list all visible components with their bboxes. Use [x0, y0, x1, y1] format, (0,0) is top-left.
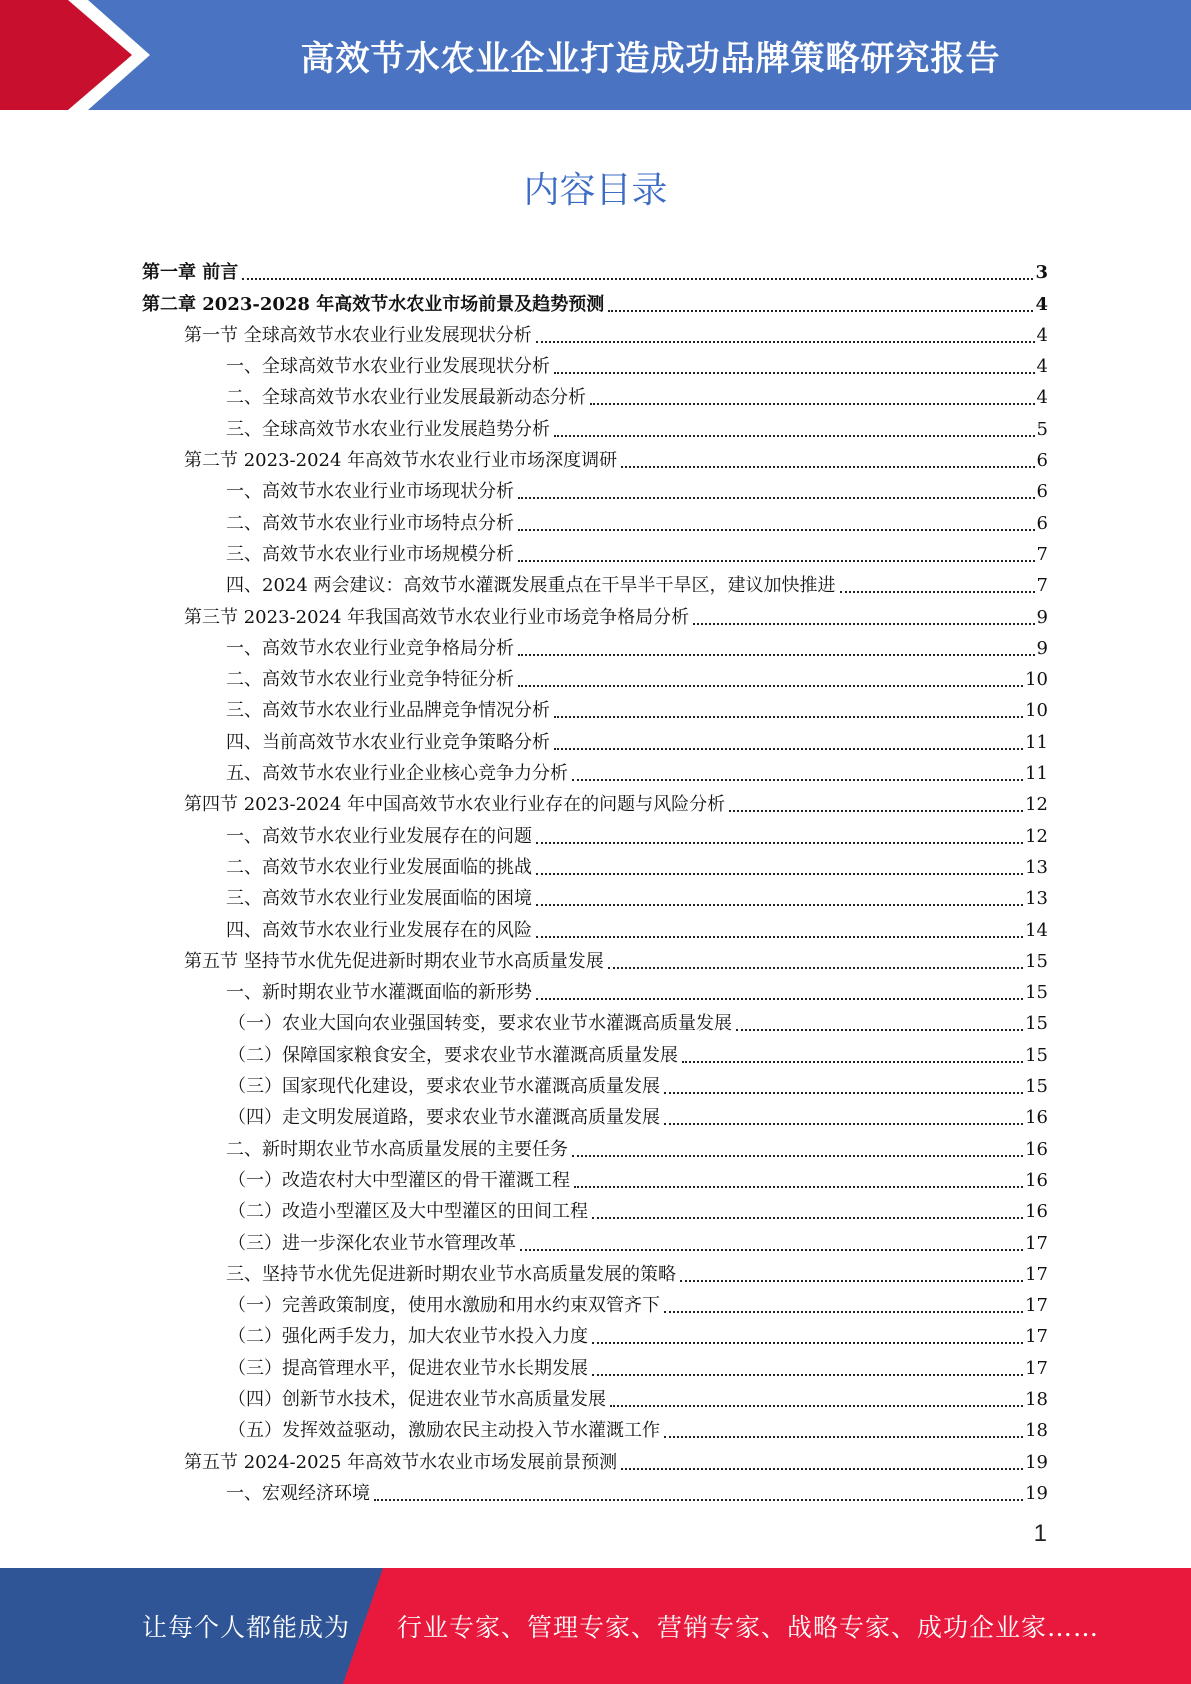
toc-entry[interactable]	[142, 1068, 1048, 1099]
toc-entry-title: 一、宏观经济环境	[226, 1482, 370, 1504]
toc-entry-title: 二、高效节水农业行业发展面临的挑战	[226, 856, 532, 878]
toc-entry[interactable]	[142, 1475, 1048, 1506]
toc-entry-title: （三）提高管理水平，促进农业节水长期发展	[228, 1357, 588, 1379]
toc-dot-leader	[536, 935, 1023, 938]
toc-entry-title: 第三节 2023-2024 年我国高效节水农业行业市场竞争格局分析	[184, 606, 690, 628]
toc-entry-page: 6	[1036, 512, 1048, 534]
toc-dot-leader	[664, 1435, 1023, 1438]
toc-dot-leader	[572, 1154, 1023, 1157]
toc-entry[interactable]	[142, 1287, 1048, 1318]
toc-entry[interactable]	[142, 1099, 1048, 1130]
toc-dot-leader	[592, 1216, 1023, 1219]
toc-dot-leader	[518, 653, 1035, 656]
toc-dot-leader	[592, 1341, 1023, 1344]
report-title: 高效节水农业企业打造成功品牌策略研究报告	[300, 38, 1001, 79]
toc-entry-page: 18	[1025, 1388, 1048, 1410]
toc-entry-title: 三、全球高效节水农业行业发展趋势分析	[226, 418, 550, 440]
toc-entry-title: （一）完善政策制度，使用水激励和用水约束双管齐下	[228, 1295, 660, 1317]
toc-entry-page: 7	[1036, 575, 1048, 597]
toc-entry[interactable]	[142, 504, 1048, 535]
toc-entry[interactable]	[142, 755, 1048, 786]
toc-dot-leader	[536, 340, 1035, 343]
toc-entry-page: 11	[1025, 763, 1048, 785]
toc-entry-title: （三）国家现代化建设，要求农业节水灌溉高质量发展	[228, 1076, 660, 1098]
table-of-contents	[142, 254, 1048, 1506]
toc-dot-leader	[374, 1498, 1023, 1501]
toc-entry-title: 二、高效节水农业行业竞争特征分析	[226, 669, 514, 691]
toc-entry-title: 第五节 2024-2025 年高效节水农业市场发展前景预测	[184, 1451, 618, 1473]
toc-entry-page: 15	[1025, 1013, 1048, 1035]
toc-dot-leader	[554, 371, 1035, 374]
toc-entry[interactable]	[142, 1443, 1048, 1474]
toc-entry-title: （四）创新节水技术，促进农业节水高质量发展	[228, 1388, 606, 1410]
toc-entry-page: 15	[1025, 1044, 1048, 1066]
toc-entry-page: 10	[1025, 669, 1048, 691]
toc-dot-leader	[574, 1185, 1023, 1188]
footer-slogan-left: 让每个人都能成为	[142, 1613, 351, 1642]
toc-dot-leader	[520, 1248, 1023, 1251]
toc-entry[interactable]	[142, 1224, 1048, 1255]
toc-entry-page: 6	[1036, 450, 1048, 472]
toc-entry-page: 4	[1036, 324, 1048, 346]
toc-entry[interactable]	[142, 1130, 1048, 1161]
toc-entry[interactable]	[142, 1412, 1048, 1443]
toc-dot-leader	[682, 1060, 1023, 1063]
toc-entry[interactable]	[142, 911, 1048, 942]
toc-entry[interactable]	[142, 723, 1048, 754]
toc-entry[interactable]	[142, 786, 1048, 817]
red-arrow-icon	[0, 0, 160, 110]
footer-slogan-right: 行业专家、管理专家、营销专家、战略专家、成功企业家……	[397, 1613, 1100, 1642]
toc-entry[interactable]	[142, 943, 1048, 974]
toc-dot-leader	[840, 590, 1035, 593]
toc-dot-leader	[608, 966, 1023, 969]
toc-dot-leader	[621, 1467, 1023, 1470]
toc-entry-title: 四、当前高效节水农业行业竞争策略分析	[226, 731, 550, 753]
toc-entry-title: （四）走文明发展道路，要求农业节水灌溉高质量发展	[228, 1107, 660, 1129]
toc-entry-title: （五）发挥效益驱动，激励农民主动投入节水灌溉工作	[228, 1420, 660, 1442]
toc-dot-leader	[536, 997, 1023, 1000]
toc-entry[interactable]	[142, 473, 1048, 504]
toc-entry[interactable]	[142, 1318, 1048, 1349]
toc-entry-title: （一）改造农村大中型灌区的骨干灌溉工程	[228, 1169, 570, 1191]
toc-entry[interactable]	[142, 692, 1048, 723]
toc-dot-leader	[518, 496, 1035, 499]
toc-entry-page: 15	[1025, 950, 1048, 972]
toc-entry-page: 11	[1025, 731, 1048, 753]
toc-entry-title: 一、高效节水农业行业发展存在的问题	[226, 825, 532, 847]
toc-entry[interactable]	[142, 1193, 1048, 1224]
toc-entry-page: 16	[1025, 1169, 1048, 1191]
toc-entry[interactable]	[142, 442, 1048, 473]
toc-entry-title: 二、新时期农业节水高质量发展的主要任务	[226, 1138, 568, 1160]
toc-entry-page: 6	[1036, 481, 1048, 503]
toc-entry-title: （一）农业大国向农业强国转变，要求农业节水灌溉高质量发展	[228, 1013, 732, 1035]
toc-entry-title: 第二章 2023-2028 年高效节水农业市场前景及趋势预测	[142, 293, 605, 315]
toc-entry-page: 12	[1025, 825, 1048, 847]
toc-entry[interactable]	[142, 285, 1048, 316]
toc-dot-leader	[610, 1404, 1023, 1407]
toc-entry[interactable]	[142, 974, 1048, 1005]
toc-heading: 内容目录	[523, 170, 668, 211]
toc-entry-page: 4	[1036, 387, 1048, 409]
toc-entry[interactable]	[142, 630, 1048, 661]
toc-entry-page: 3	[1035, 262, 1048, 284]
toc-entry-page: 19	[1025, 1451, 1048, 1473]
toc-entry-title: 第一章 前言	[142, 262, 239, 284]
toc-dot-leader	[554, 715, 1023, 718]
toc-entry-title: 第四节 2023-2024 年中国高效节水农业行业存在的问题与风险分析	[184, 794, 726, 816]
toc-entry-title: 四、高效节水农业行业发展存在的风险	[226, 919, 532, 941]
toc-entry[interactable]	[142, 379, 1048, 410]
toc-dot-leader	[518, 684, 1023, 687]
toc-entry[interactable]	[142, 849, 1048, 880]
toc-entry[interactable]	[142, 598, 1048, 629]
toc-entry[interactable]	[142, 661, 1048, 692]
toc-entry-title: 三、高效节水农业行业品牌竞争情况分析	[226, 700, 550, 722]
toc-entry[interactable]	[142, 1256, 1048, 1287]
toc-entry-page: 17	[1025, 1295, 1048, 1317]
toc-entry-title: （三）进一步深化农业节水管理改革	[228, 1232, 516, 1254]
toc-entry-title: 二、全球高效节水农业行业发展最新动态分析	[226, 387, 586, 409]
toc-entry[interactable]	[142, 254, 1048, 285]
toc-entry-page: 7	[1036, 543, 1048, 565]
toc-entry-title: 四、2024 两会建议：高效节水灌溉发展重点在干旱半干旱区，建议加快推进	[226, 575, 836, 597]
toc-entry-title: 第二节 2023-2024 年高效节水农业行业市场深度调研	[184, 450, 618, 472]
toc-entry-page: 9	[1036, 606, 1048, 628]
toc-entry-title: 二、高效节水农业行业市场特点分析	[226, 512, 514, 534]
toc-entry-page: 12	[1025, 794, 1048, 816]
toc-entry-title: 一、新时期农业节水灌溉面临的新形势	[226, 982, 532, 1004]
toc-entry[interactable]	[142, 1036, 1048, 1067]
toc-entry-page: 5	[1036, 418, 1048, 440]
toc-entry-page: 15	[1025, 1076, 1048, 1098]
toc-entry[interactable]	[142, 536, 1048, 567]
toc-entry-page: 4	[1036, 356, 1048, 378]
toc-entry-page: 17	[1025, 1263, 1048, 1285]
toc-dot-leader	[518, 528, 1035, 531]
toc-entry-page: 17	[1025, 1232, 1048, 1254]
toc-dot-leader	[590, 402, 1035, 405]
toc-entry-title: （二）保障国家粮食安全，要求农业节水灌溉高质量发展	[228, 1044, 678, 1066]
toc-entry[interactable]	[142, 1005, 1048, 1036]
toc-dot-leader	[736, 1028, 1023, 1031]
toc-entry[interactable]	[142, 1162, 1048, 1193]
toc-entry-title: 三、高效节水农业行业市场规模分析	[226, 543, 514, 565]
toc-entry[interactable]	[142, 1381, 1048, 1412]
toc-entry[interactable]	[142, 1349, 1048, 1380]
toc-entry-page: 19	[1025, 1482, 1048, 1504]
toc-entry-page: 16	[1025, 1107, 1048, 1129]
toc-entry-title: （二）强化两手发力，加大农业节水投入力度	[228, 1326, 588, 1348]
toc-entry-page: 13	[1025, 888, 1048, 910]
toc-entry[interactable]	[142, 348, 1048, 379]
toc-dot-leader	[536, 903, 1023, 906]
toc-entry-page: 14	[1025, 919, 1048, 941]
toc-dot-leader	[621, 465, 1034, 468]
toc-entry-page: 17	[1025, 1357, 1048, 1379]
toc-dot-leader	[572, 778, 1023, 781]
toc-entry-title: （二）改造小型灌区及大中型灌区的田间工程	[228, 1201, 588, 1223]
toc-dot-leader	[729, 809, 1023, 812]
toc-dot-leader	[664, 1122, 1023, 1125]
toc-dot-leader	[554, 434, 1035, 437]
toc-dot-leader	[554, 747, 1023, 750]
toc-dot-leader	[693, 622, 1034, 625]
toc-entry-title: 三、坚持节水优先促进新时期农业节水高质量发展的策略	[226, 1263, 676, 1285]
header-band	[0, 0, 1191, 110]
toc-entry-page: 16	[1025, 1138, 1048, 1160]
toc-dot-leader	[536, 872, 1023, 875]
toc-entry[interactable]	[142, 880, 1048, 911]
toc-dot-leader	[242, 277, 1033, 280]
toc-entry-page: 15	[1025, 982, 1048, 1004]
toc-entry-title: 五、高效节水农业行业企业核心竞争力分析	[226, 763, 568, 785]
toc-entry-title: 第五节 坚持节水优先促进新时期农业节水高质量发展	[184, 950, 604, 972]
toc-dot-leader	[664, 1310, 1023, 1313]
toc-entry-title: 第一节 全球高效节水农业行业发展现状分析	[184, 324, 532, 346]
toc-entry-page: 10	[1025, 700, 1048, 722]
toc-dot-leader	[518, 559, 1035, 562]
toc-entry[interactable]	[142, 410, 1048, 441]
toc-entry-page: 18	[1025, 1420, 1048, 1442]
toc-entry-title: 三、高效节水农业行业发展面临的困境	[226, 888, 532, 910]
footer-band	[0, 1568, 1191, 1684]
toc-entry[interactable]	[142, 567, 1048, 598]
toc-entry-page: 13	[1025, 856, 1048, 878]
toc-entry-page: 17	[1025, 1326, 1048, 1348]
toc-entry-page: 4	[1035, 293, 1048, 315]
toc-dot-leader	[608, 309, 1033, 312]
toc-entry-title: 一、高效节水农业行业竞争格局分析	[226, 637, 514, 659]
toc-entry-title: 一、全球高效节水农业行业发展现状分析	[226, 356, 550, 378]
page-number: 1	[1033, 1520, 1047, 1547]
toc-dot-leader	[664, 1091, 1023, 1094]
toc-entry-page: 9	[1036, 637, 1048, 659]
toc-dot-leader	[680, 1279, 1023, 1282]
toc-entry[interactable]	[142, 817, 1048, 848]
toc-entry-page: 16	[1025, 1201, 1048, 1223]
toc-dot-leader	[536, 841, 1023, 844]
toc-dot-leader	[592, 1373, 1023, 1376]
toc-entry[interactable]	[142, 317, 1048, 348]
toc-entry-title: 一、高效节水农业行业市场现状分析	[226, 481, 514, 503]
